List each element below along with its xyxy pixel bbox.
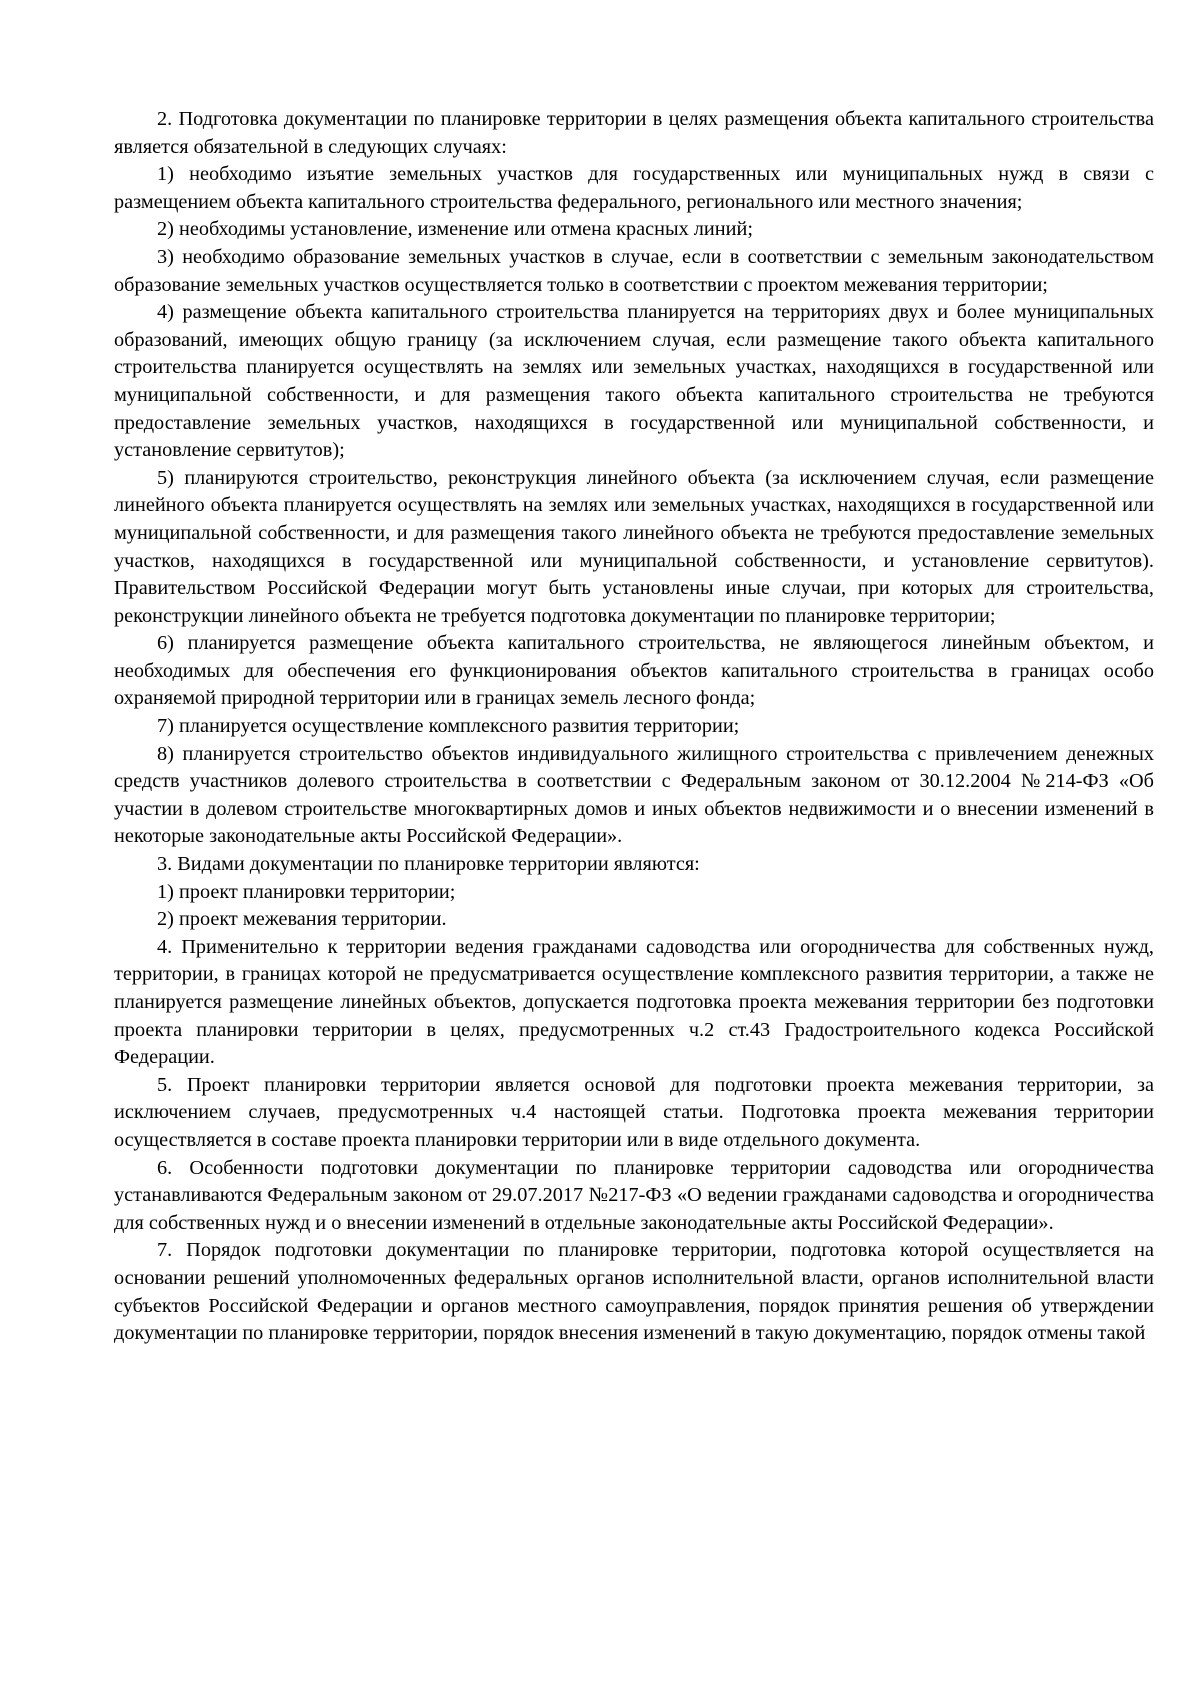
paragraph-section-6: 6. Особенности подготовки документации по планировке территории садоводства или огородничества устанавливаются Федеральным законом от 29.07.2017 №217-ФЗ «О ведении гражданами садоводства и огородничества для собственных нужд и о внесении изменений в отдельные законодательные акты Российской Федерации». (114, 1156, 1154, 1234)
paragraph-item-2-5: 5) планируются строительство, реконструкция линейного объекта (за исключением случая, если размещение линейного объекта планируется осуществлять на землях или земельных участках, находящихся в государственной или муниципальной собственности, и для размещения такого линейного объекта не требуются предоставление земельных участков, находящихся в государственной или муниципальной собственности, и установление сервитутов). Правительством Российской Федерации могут быть установлены иные случаи, при которых для строительства, реконструкции линейного объекта не требуется подготовка документации по планировке территории; (114, 466, 1154, 627)
paragraph-section-3: 3. Видами документации по планировке территории являются: (157, 853, 700, 876)
paragraph-item-3-2: 2) проект межевания территории. (157, 908, 447, 931)
paragraph-item-3-1: 1) проект планировки территории; (157, 880, 456, 903)
paragraph-item-2-8: 8) планируется строительство объектов индивидуального жилищного строительства с привлечением денежных средств участников долевого строительства в соответствии с Федеральным законом от 30.12.2004 №214-ФЗ «Об участии в долевом строительстве многоквартирных домов и иных объектов недвижимости и о внесении изменений в некоторые законодательные акты Российской Федерации». (114, 742, 1154, 848)
paragraph-section-7: 7. Порядок подготовки документации по планировке территории, подготовка которой осуществляется на основании решений уполномоченных федеральных органов исполнительной власти, органов исполнительной власти субъектов Российской Федерации и органов местного самоуправления, порядок принятия решения об утверждении документации по планировке территории, порядок внесения изменений в такую документацию, порядок отмены такой (114, 1239, 1154, 1345)
paragraph-item-2-7: 7) планируется осуществление комплексного развития территории; (157, 715, 740, 738)
paragraph-section-2: 2. Подготовка документации по планировке территории в целях размещения объекта капитального строительства является обязательной в следующих случаях: (114, 108, 1154, 158)
document-page (114, 106, 1154, 1348)
paragraph-section-5: 5. Проект планировки территории является основой для подготовки проекта межевания территории, за исключением случаев, предусмотренных ч.4 настоящей статьи. Подготовка проекта межевания территории осуществляется в составе проекта планировки территории или в виде отдельного документа. (114, 1073, 1154, 1151)
paragraph-item-2-2: 2) необходимы установление, изменение или отмена красных линий; (157, 218, 753, 241)
paragraph-section-4: 4. Применительно к территории ведения гражданами садоводства или огородничества для собственных нужд, территории, в границах которой не предусматривается осуществление комплексного развития территории, а также не планируется размещение линейных объектов, допускается подготовка проекта межевания территории без подготовки проекта планировки территории в целях, предусмотренных ч.2 ст.43 Градостроительного кодекса Российской Федерации. (114, 935, 1154, 1069)
paragraph-item-2-1: 1) необходимо изъятие земельных участков для государственных или муниципальных нужд в связи с размещением объекта капитального строительства федерального, регионального или местного значения; (114, 163, 1154, 213)
paragraph-item-2-3: 3) необходимо образование земельных участков в случае, если в соответствии с земельным законодательством образование земельных участков осуществляется только в соответствии с проектом межевания территории; (114, 245, 1154, 296)
paragraph-item-2-6: 6) планируется размещение объекта капитального строительства, не являющегося линейным объектом, и необходимых для обеспечения его функционирования объектов капитального строительства в границах особо охраняемой природной территории или в границах земель лесного фонда; (114, 632, 1154, 710)
paragraph-item-2-4: 4) размещение объекта капитального строительства планируется на территориях двух и более муниципальных образований, имеющих общую границу (за исключением случая, если размещение такого объекта капитального строительства планируется осуществлять на землях или земельных участках, находящихся в государственной или муниципальной собственности, и для размещения такого объекта капитального строительства не требуются предоставление земельных участков, находящихся в государственной или муниципальной собственности, и установление сервитутов); (114, 301, 1154, 462)
